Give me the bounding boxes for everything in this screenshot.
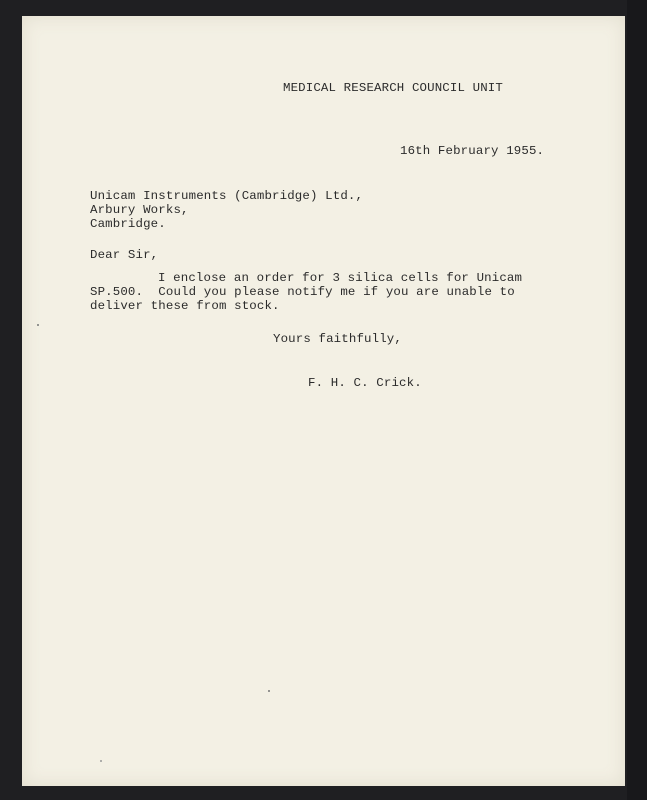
recipient-line-2: Arbury Works,	[90, 203, 189, 217]
signature: F. H. C. Crick.	[308, 376, 422, 390]
paper-speck	[100, 760, 102, 762]
closing: Yours faithfully,	[273, 332, 402, 346]
body-line-2: SP.500. Could you please notify me if you are unable to	[90, 285, 515, 299]
paper-speck	[268, 690, 270, 692]
recipient-line-3: Cambridge.	[90, 217, 166, 231]
letter-date: 16th February 1955.	[400, 144, 545, 158]
recipient-line-1: Unicam Instruments (Cambridge) Ltd.,	[90, 189, 364, 203]
body-line-1: I enclose an order for 3 silica cells for Unicam	[158, 271, 523, 285]
salutation: Dear Sir,	[90, 248, 159, 262]
letter-page	[22, 16, 625, 786]
scan-edge	[627, 0, 647, 800]
paper-speck	[37, 324, 39, 326]
body-line-3: deliver these from stock.	[90, 299, 280, 313]
letterhead: MEDICAL RESEARCH COUNCIL UNIT	[283, 81, 503, 95]
